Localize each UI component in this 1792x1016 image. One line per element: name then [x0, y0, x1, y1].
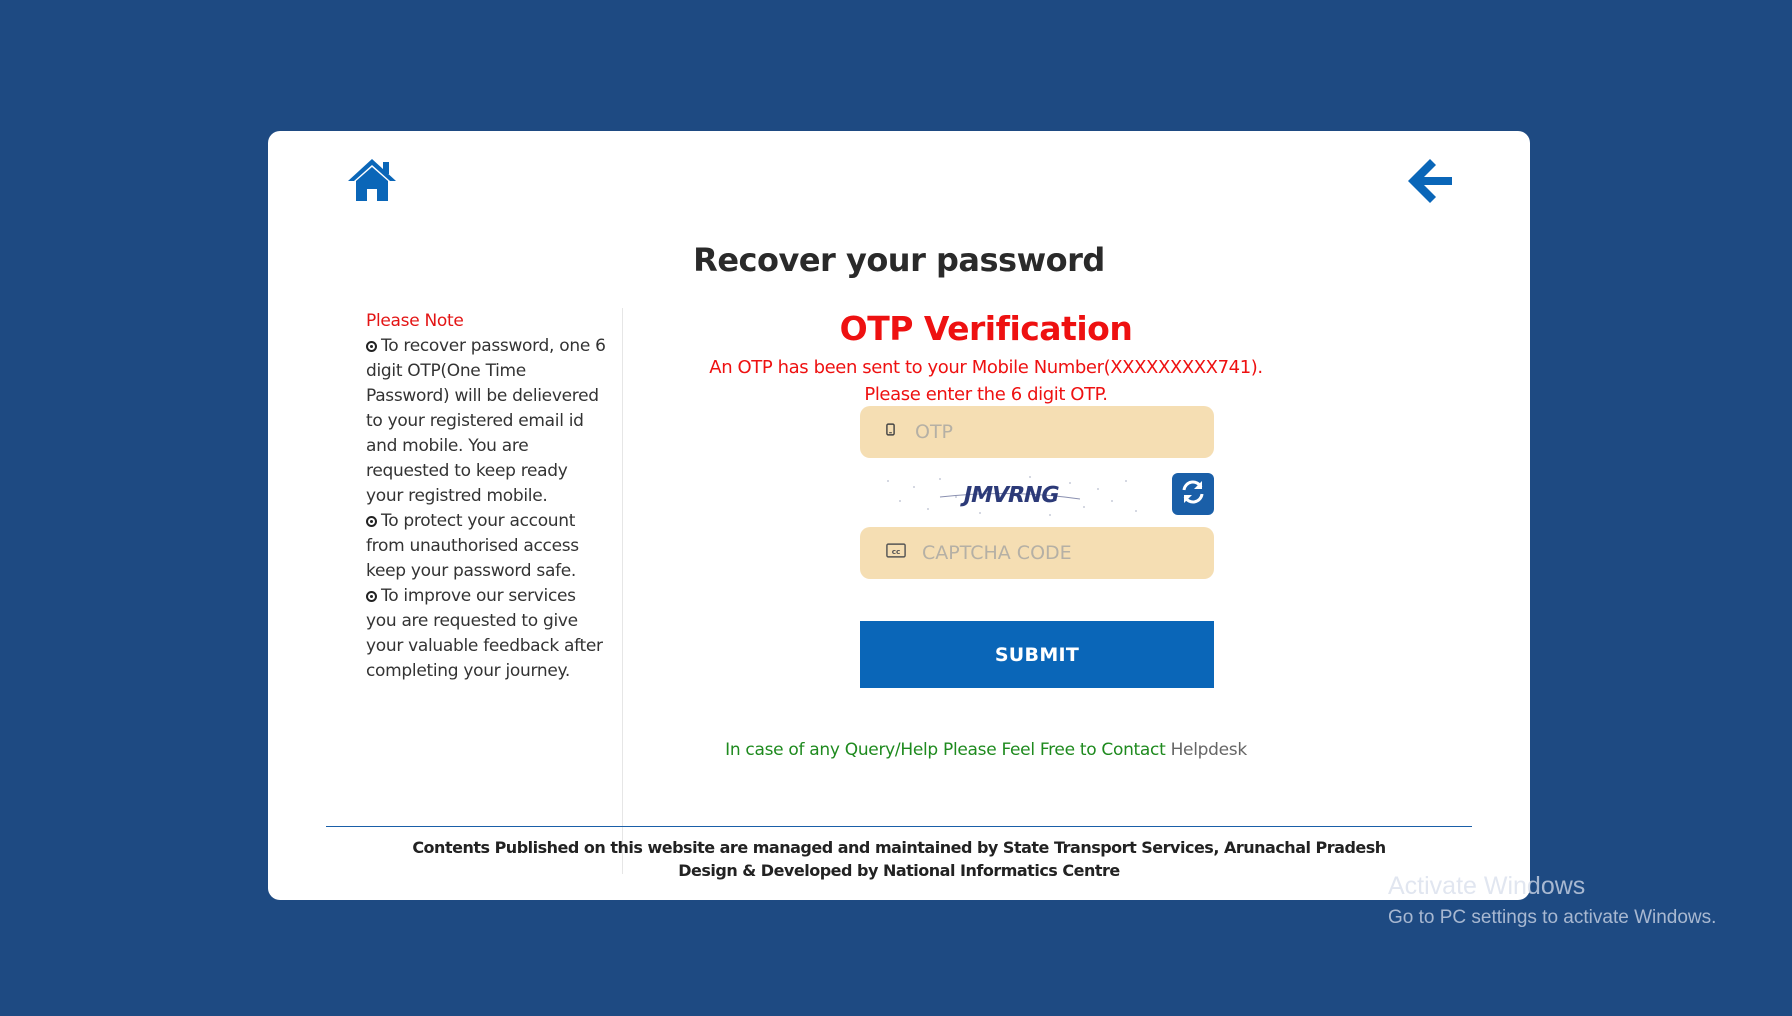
captcha-field[interactable]: [860, 527, 1214, 579]
otp-message-line2: Please enter the 6 digit OTP.: [864, 384, 1108, 405]
otp-message: [656, 354, 1316, 408]
helpdesk-note: [656, 740, 1316, 760]
captcha-image: [880, 471, 1142, 519]
bullet-circle-icon: [366, 591, 377, 602]
otp-title: OTP Verification: [839, 309, 1133, 348]
recover-password-card: [268, 131, 1530, 900]
arrow-left-icon[interactable]: [1404, 155, 1456, 207]
note-point: To recover password, one 6 digit OTP(One Time Password) will be delievered to your registered email id and mobile. You are requested to keep ready your registred mobile.: [366, 336, 606, 506]
note-panel: [366, 309, 606, 684]
captcha-input[interactable]: [920, 541, 1184, 565]
otp-message-line1: An OTP has been sent to your Mobile Number(XXXXXXXXX741).: [709, 357, 1263, 378]
windows-activation-watermark: [1388, 872, 1716, 929]
footer-line2: Design & Developed by National Informatics Centre: [678, 861, 1120, 880]
watermark-subtitle: Go to PC settings to activate Windows.: [1388, 907, 1717, 928]
vertical-divider: [622, 308, 623, 874]
otp-field[interactable]: [860, 406, 1214, 458]
closed-caption-icon: [886, 543, 906, 563]
helpdesk-text: In case of any Query/Help Please Feel Free to Contact: [725, 740, 1171, 760]
note-title: Please Note: [366, 311, 464, 331]
svg-text:cc: cc: [891, 547, 901, 557]
submit-button[interactable]: SUBMIT: [860, 621, 1214, 688]
home-icon[interactable]: [346, 157, 398, 203]
note-point: To improve our services you are requested to give your valuable feedback after completing your journey.: [366, 586, 603, 681]
footer-line1: Contents Published on this website are managed and maintained by State Transport Services, Arunachal Pradesh: [412, 838, 1386, 857]
refresh-icon: [1179, 478, 1207, 511]
captcha-text: JMVRNG: [961, 482, 1061, 508]
mobile-icon: [886, 423, 895, 441]
bullet-circle-icon: [366, 516, 377, 527]
helpdesk-link[interactable]: Helpdesk: [1170, 740, 1247, 760]
note-point: To protect your account from unauthorised access keep your password safe.: [366, 511, 579, 581]
watermark-title: Activate Windows: [1388, 872, 1586, 900]
footer-divider: [326, 826, 1472, 827]
bullet-circle-icon: [366, 341, 377, 352]
page-title: Recover your password: [693, 241, 1105, 279]
refresh-captcha-button[interactable]: [1172, 473, 1214, 515]
otp-input[interactable]: [913, 420, 1177, 444]
footer: [268, 836, 1530, 882]
